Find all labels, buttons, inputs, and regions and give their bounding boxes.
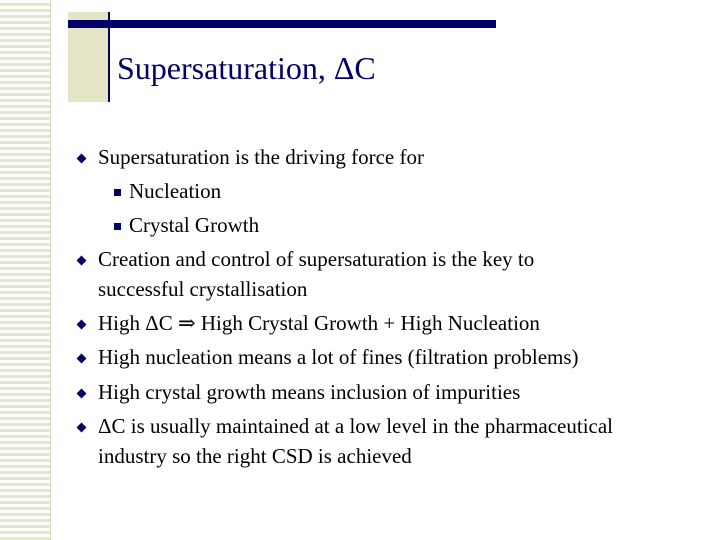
slide-title: Supersaturation, ΔC <box>117 50 376 86</box>
sub-bullet-item: Crystal Growth <box>129 213 260 237</box>
bullet-item: Creation and control of supersaturation is the key to <box>98 247 535 271</box>
bullet-item: High crystal growth means inclusion of impurities <box>98 380 521 404</box>
square-bullet-icon <box>114 189 121 196</box>
diamond-bullet-icon <box>77 256 87 266</box>
bullet-item: High ΔC ⇒ High Crystal Growth + High Nucleation <box>98 311 540 335</box>
title-decor-rule <box>108 12 110 102</box>
diamond-bullet-icon <box>77 320 87 330</box>
diamond-bullet-icon <box>77 389 87 399</box>
decorative-stripes <box>0 0 51 540</box>
title-decor-bar <box>68 20 496 28</box>
bullet-item: ΔC is usually maintained at a low level in the pharmaceutical <box>98 414 614 438</box>
diamond-bullet-icon <box>77 154 87 164</box>
diamond-bullet-icon <box>77 354 87 364</box>
bullet-item: High nucleation means a lot of fines (filtration problems) <box>98 345 579 369</box>
bullet-item-continuation: successful crystallisation <box>98 277 308 301</box>
bullet-item-continuation: industry so the right CSD is achieved <box>98 444 412 468</box>
square-bullet-icon <box>114 223 121 230</box>
diamond-bullet-icon <box>77 423 87 433</box>
bullet-item: Supersaturation is the driving force for <box>98 145 424 169</box>
sub-bullet-item: Nucleation <box>129 179 222 203</box>
